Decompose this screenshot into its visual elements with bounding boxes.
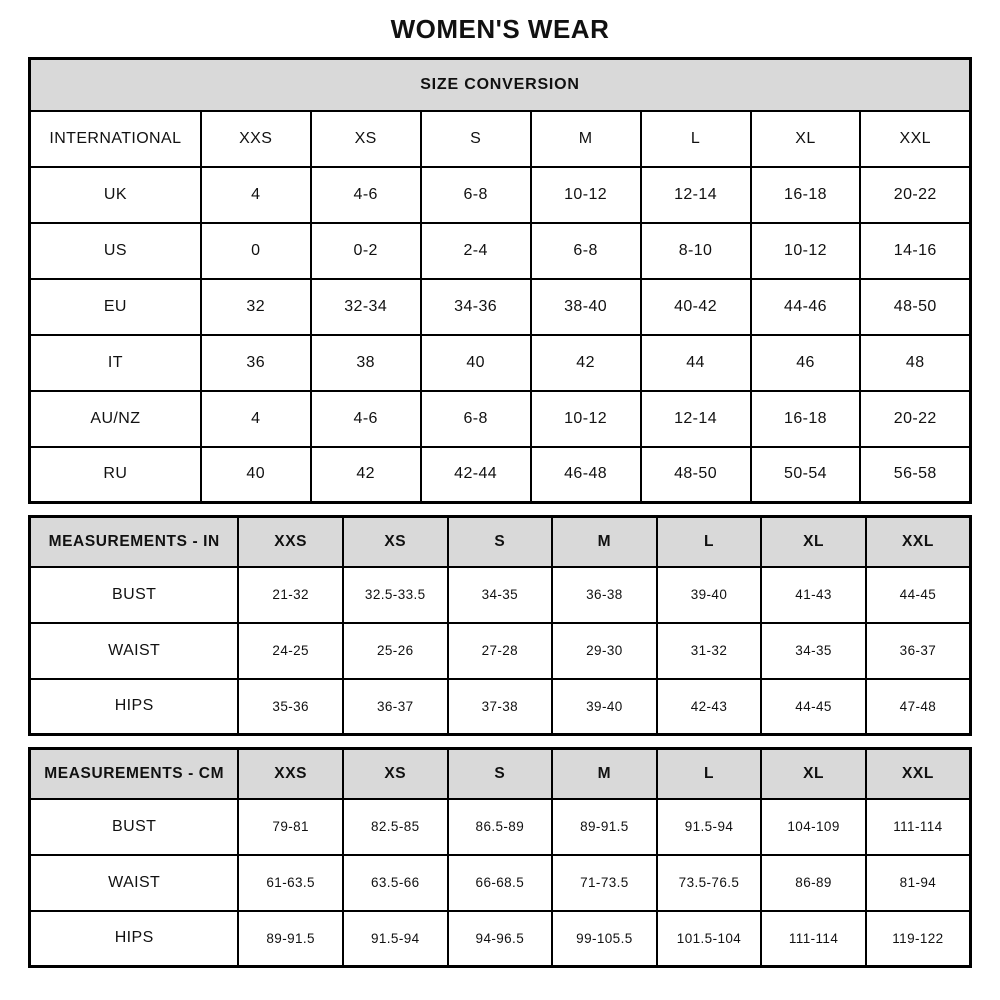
value-cell: 40-42 [641,279,751,335]
value-cell: 48-50 [860,279,970,335]
column-header: XXL [860,111,970,167]
value-cell: 82.5-85 [343,799,448,855]
column-header: S [421,111,531,167]
value-cell: 20-22 [860,167,970,223]
column-header: M [552,517,657,567]
column-header: XXL [866,749,971,799]
column-header: INTERNATIONAL [30,111,201,167]
table-row [30,679,971,735]
value-cell: 27-28 [448,623,553,679]
column-header: L [641,111,751,167]
value-cell: 89-91.5 [238,911,343,967]
value-cell: 0 [201,223,311,279]
value-cell: 36-38 [552,567,657,623]
value-cell: 8-10 [641,223,751,279]
size-conversion-table [28,57,972,504]
table-row [30,167,971,223]
value-cell: 48-50 [641,447,751,503]
column-header: L [657,749,762,799]
table-row [30,623,971,679]
value-cell: 37-38 [448,679,553,735]
value-cell: 36-37 [866,623,971,679]
value-cell: 119-122 [866,911,971,967]
value-cell: 50-54 [751,447,861,503]
value-cell: 48 [860,335,970,391]
value-cell: 44-46 [751,279,861,335]
value-cell: 32 [201,279,311,335]
table-row [30,447,971,503]
column-header: M [552,749,657,799]
value-cell: 36-37 [343,679,448,735]
column-header-row [30,749,971,799]
value-cell: 42 [531,335,641,391]
value-cell: 46 [751,335,861,391]
column-header: L [657,517,762,567]
value-cell: 99-105.5 [552,911,657,967]
column-header: XXS [238,517,343,567]
value-cell: 12-14 [641,167,751,223]
value-cell: 111-114 [866,799,971,855]
column-header: XL [761,749,866,799]
column-header: XL [761,517,866,567]
column-header: XXS [238,749,343,799]
value-cell: 101.5-104 [657,911,762,967]
value-cell: 89-91.5 [552,799,657,855]
table-row [30,855,971,911]
value-cell: 38-40 [531,279,641,335]
table-row [30,279,971,335]
value-cell: 10-12 [531,167,641,223]
row-label: RU [30,447,201,503]
value-cell: 12-14 [641,391,751,447]
table-caption-row [30,59,971,111]
table-caption: SIZE CONVERSION [30,59,971,111]
row-label: WAIST [30,623,239,679]
row-label: IT [30,335,201,391]
value-cell: 4 [201,167,311,223]
value-cell: 6-8 [531,223,641,279]
value-cell: 31-32 [657,623,762,679]
row-label: HIPS [30,911,239,967]
value-cell: 61-63.5 [238,855,343,911]
table-caption: MEASUREMENTS - CM [30,749,239,799]
column-header: XS [343,749,448,799]
value-cell: 2-4 [421,223,531,279]
row-label: WAIST [30,855,239,911]
value-cell: 34-36 [421,279,531,335]
value-cell: 66-68.5 [448,855,553,911]
value-cell: 86.5-89 [448,799,553,855]
value-cell: 14-16 [860,223,970,279]
row-label: EU [30,279,201,335]
value-cell: 36 [201,335,311,391]
row-label: BUST [30,567,239,623]
table-row [30,223,971,279]
column-header: S [448,517,553,567]
value-cell: 21-32 [238,567,343,623]
value-cell: 63.5-66 [343,855,448,911]
measurements-in-table [28,515,972,736]
row-label: AU/NZ [30,391,201,447]
table-row [30,335,971,391]
value-cell: 81-94 [866,855,971,911]
page-title: WOMEN'S WEAR [390,14,610,44]
value-cell: 32-34 [311,279,421,335]
value-cell: 91.5-94 [343,911,448,967]
value-cell: 38 [311,335,421,391]
value-cell: 41-43 [761,567,866,623]
value-cell: 40 [421,335,531,391]
value-cell: 10-12 [751,223,861,279]
value-cell: 111-114 [761,911,866,967]
table-caption: MEASUREMENTS - IN [30,517,239,567]
value-cell: 24-25 [238,623,343,679]
value-cell: 35-36 [238,679,343,735]
value-cell: 25-26 [343,623,448,679]
value-cell: 39-40 [657,567,762,623]
value-cell: 44-45 [866,567,971,623]
value-cell: 4 [201,391,311,447]
value-cell: 39-40 [552,679,657,735]
value-cell: 0-2 [311,223,421,279]
value-cell: 4-6 [311,391,421,447]
value-cell: 104-109 [761,799,866,855]
value-cell: 16-18 [751,167,861,223]
value-cell: 6-8 [421,391,531,447]
value-cell: 73.5-76.5 [657,855,762,911]
table-row [30,391,971,447]
column-header: XXL [866,517,971,567]
value-cell: 4-6 [311,167,421,223]
value-cell: 44-45 [761,679,866,735]
value-cell: 47-48 [866,679,971,735]
value-cell: 40 [201,447,311,503]
value-cell: 42 [311,447,421,503]
column-header: XS [343,517,448,567]
value-cell: 79-81 [238,799,343,855]
value-cell: 6-8 [421,167,531,223]
value-cell: 91.5-94 [657,799,762,855]
column-header: XS [311,111,421,167]
row-label: US [30,223,201,279]
value-cell: 71-73.5 [552,855,657,911]
value-cell: 94-96.5 [448,911,553,967]
value-cell: 56-58 [860,447,970,503]
value-cell: 46-48 [531,447,641,503]
column-header: S [448,749,553,799]
value-cell: 34-35 [761,623,866,679]
row-label: BUST [30,799,239,855]
value-cell: 42-44 [421,447,531,503]
value-cell: 44 [641,335,751,391]
column-header: XXS [201,111,311,167]
column-header: M [531,111,641,167]
table-row [30,911,971,967]
row-label: HIPS [30,679,239,735]
value-cell: 32.5-33.5 [343,567,448,623]
value-cell: 86-89 [761,855,866,911]
value-cell: 10-12 [531,391,641,447]
measurements-cm-table [28,747,972,968]
column-header-row [30,111,971,167]
table-row [30,799,971,855]
value-cell: 16-18 [751,391,861,447]
value-cell: 34-35 [448,567,553,623]
table-row [30,567,971,623]
row-label: UK [30,167,201,223]
value-cell: 29-30 [552,623,657,679]
value-cell: 42-43 [657,679,762,735]
column-header: XL [751,111,861,167]
column-header-row [30,517,971,567]
value-cell: 20-22 [860,391,970,447]
